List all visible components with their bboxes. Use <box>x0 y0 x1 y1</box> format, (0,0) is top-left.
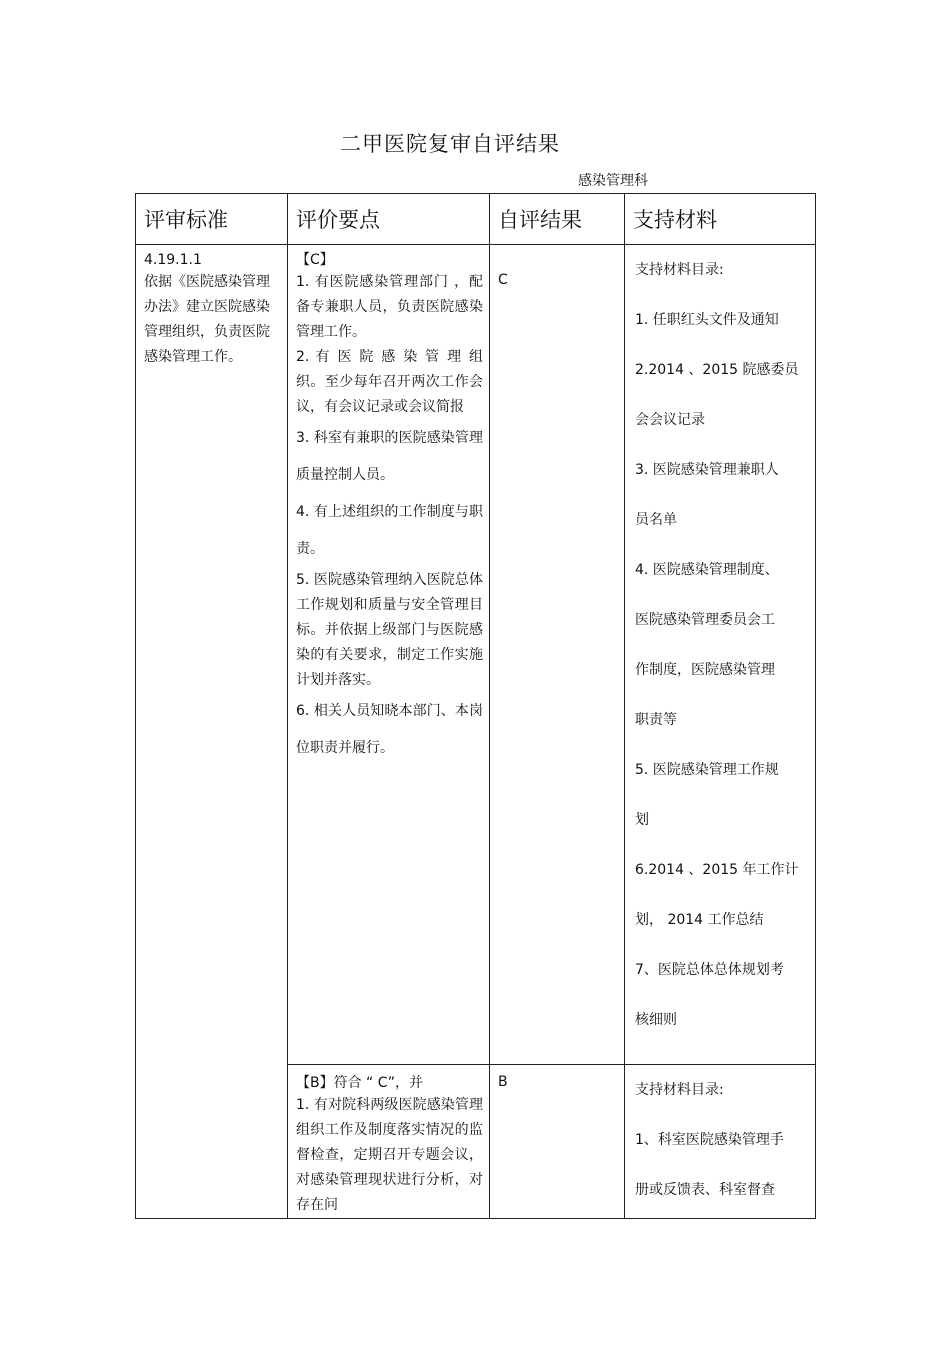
key-point-c-5: 5. 医院感染管理纳入医院总体工作规划和质量与安全管理目标。并依据上级部门与医院感染的有关要求，制定工作实施计划并落实。 <box>296 572 483 688</box>
material-b-1: 1、科室医院感染管理手 <box>635 1132 784 1148</box>
key-points-cell-b <box>288 1065 490 1219</box>
material-c-3: 会会议记录 <box>635 412 705 428</box>
standard-id: 4.19.1.1 <box>144 252 202 268</box>
material-c-5: 员名单 <box>635 512 677 528</box>
material-b-2: 册或反馈表、科室督查 <box>635 1182 775 1198</box>
material-c-0: 支持材料目录: <box>635 262 724 278</box>
header-self-result: 自评结果 <box>490 194 625 245</box>
standard-text: 依据《医院感染管理办法》建立医院感染管理组织，负责医院感染管理工作。 <box>144 274 270 365</box>
result-cell-c <box>490 245 625 1065</box>
materials-cell-c <box>625 245 816 1065</box>
material-c-8: 作制度，医院感染管理 <box>635 662 775 678</box>
material-c-15: 核细则 <box>635 1012 677 1028</box>
header-key-points: 评价要点 <box>288 194 490 245</box>
material-c-7: 医院感染管理委员会工 <box>635 612 775 628</box>
page-title: 二甲医院复审自评结果 <box>340 132 560 156</box>
material-c-11: 划 <box>635 812 649 828</box>
self-result-b: B <box>498 1074 508 1090</box>
level-b-label: 【B】符合 “ C”，并 <box>296 1075 424 1091</box>
materials-cell-b <box>625 1065 816 1219</box>
evaluation-table <box>135 193 816 1219</box>
key-point-c-6: 6. 相关人员知晓本部门、本岗位职责并履行。 <box>296 703 483 756</box>
material-c-6: 4. 医院感染管理制度、 <box>635 562 779 578</box>
material-c-12: 6.2014 、2015 年工作计 <box>635 862 799 878</box>
material-c-9: 职责等 <box>635 712 677 728</box>
standard-cell <box>136 245 288 1219</box>
self-result-c: C <box>498 272 508 288</box>
key-point-c-3: 3. 科室有兼职的医院感染管理质量控制人员。 <box>296 430 483 483</box>
department-label: 感染管理科 <box>578 173 648 189</box>
material-c-10: 5. 医院感染管理工作规 <box>635 762 779 778</box>
level-c-label: 【C】 <box>296 252 334 268</box>
material-c-2: 2.2014 、2015 院感委员 <box>635 362 799 378</box>
header-standard: 评审标准 <box>136 194 288 245</box>
table-row-c <box>136 245 816 1065</box>
material-c-1: 1. 任职红头文件及通知 <box>635 312 779 328</box>
material-c-14: 7、医院总体总体规划考 <box>635 962 784 978</box>
header-materials: 支持材料 <box>625 194 816 245</box>
key-point-c-2: 2. 有 医 院 感 染 管 理 组织。至少每年召开两次工作会议，有会议记录或会议简报 <box>296 349 483 415</box>
key-point-c-1: 1. 有医院感染管理部门 ，配备专兼职人员，负责医院感染管理工作。 <box>296 274 483 340</box>
table-header-row <box>136 194 816 245</box>
key-point-b-1: 1. 有对院科两级医院感染管理组织工作及制度落实情况的监督检查，定期召开专题会议，对感染管理现状进行分析，对存在问 <box>296 1097 483 1213</box>
material-c-13: 划， 2014 工作总结 <box>635 912 764 928</box>
material-c-4: 3. 医院感染管理兼职人 <box>635 462 779 478</box>
result-cell-b <box>490 1065 625 1219</box>
key-points-cell-c <box>288 245 490 1065</box>
material-b-0: 支持材料目录: <box>635 1082 724 1098</box>
key-point-c-4: 4. 有上述组织的工作制度与职责。 <box>296 504 483 557</box>
